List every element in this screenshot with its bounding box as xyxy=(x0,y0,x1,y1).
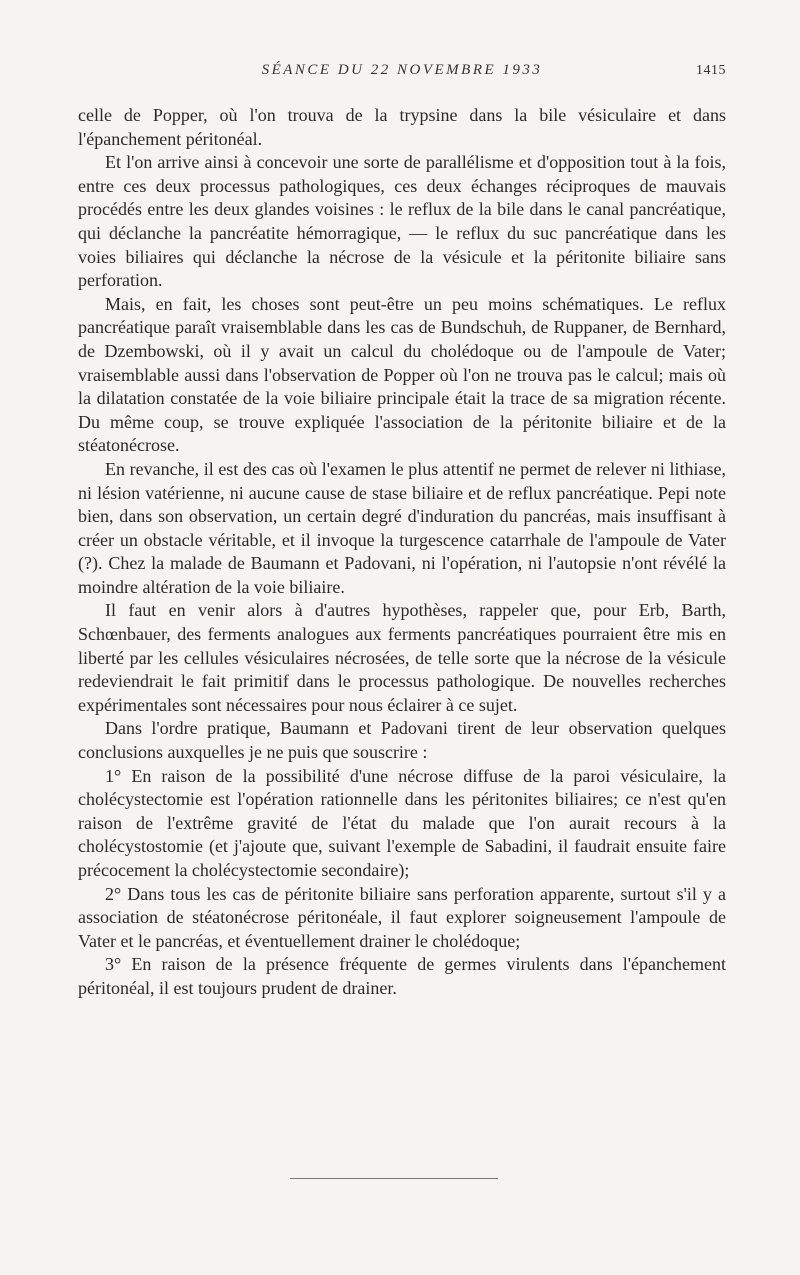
conclusion-item-1: 1° En raison de la possibilité d'une nécrose diffuse de la paroi vésiculaire, la cholécystectomie est l'opération rationnelle dans les péritonites biliaires; ce n'est qu'en raison de l'extrême gravité de l'état du malade que l'on aurait recours à la cholécystostomie (et j'ajoute que, suivant l'exemple de Sabadini, il faudrait ensuite faire précocement la cholécystectomie secondaire); xyxy=(78,765,726,880)
page-header xyxy=(78,62,726,86)
body-text xyxy=(78,104,726,1001)
conclusion-item-2: 2° Dans tous les cas de péritonite biliaire sans perforation apparente, surtout s'il y a association de stéatonécrose péritonéale, il faut explorer soigneusement l'ampoule de Vater et le pancréas, et éventuellement drainer le cholédoque; xyxy=(78,883,726,951)
paragraph: Dans l'ordre pratique, Baumann et Padovani tirent de leur observation quelques conclusions auxquelles je ne puis que souscrire : xyxy=(78,718,726,763)
section-divider xyxy=(290,1178,498,1179)
paragraph: Mais, en fait, les choses sont peut-être un peu moins schématiques. Le reflux pancréatique paraît vraisemblable dans les cas de Bundschuh, de Ruppaner, de Bernhard, de Dzembowski, où il y avait un calcul du cholédoque ou de l'ampoule de Vater; vraisemblable aussi dans l'observation de Popper où l'on ne trouva pas le calcul; mais où la dilatation constatée de la voie biliaire principale était la trace de sa migration récente. Du même coup, se trouve expliquée l'association de la péritonite biliaire et de la stéatonécrose. xyxy=(78,293,726,456)
paragraph-continued: celle de Popper, où l'on trouva de la trypsine dans la bile vésiculaire et dans l'épanchement péritonéal. xyxy=(78,105,726,149)
paragraph: En revanche, il est des cas où l'examen le plus attentif ne permet de relever ni lithiase, ni lésion vatérienne, ni aucune cause de stase biliaire et de reflux pancréatique. Pepi note bien, dans son observation, un certain degré d'induration du pancréas, mais insuffisant à créer un obstacle véritable, et il invoque la turgescence catarrhale de l'ampoule de Vater (?). Chez la malade de Baumann et Padovani, ni l'opération, ni l'autopsie n'ont révélé la moindre altération de la voie biliaire. xyxy=(78,458,726,597)
running-head: SÉANCE DU 22 NOVEMBRE 1933 xyxy=(261,62,543,78)
page-number: 1415 xyxy=(696,63,726,78)
conclusion-item-3: 3° En raison de la présence fréquente de germes virulents dans l'épanchement péritonéal, il est toujours prudent de drainer. xyxy=(78,954,726,998)
paragraph: Et l'on arrive ainsi à concevoir une sorte de parallélisme et d'opposition tout à la fois, entre ces deux processus pathologiques, ces deux échanges réciproques de mauvais procédés entre les deux glandes voisines : le reflux de la bile dans le canal pancréatique, qui déclanche la pancréatite hémorragique, — le reflux du suc pancréatique dans les voies biliaires qui déclanche la nécrose de la vésicule et la péritonite biliaire sans perforation. xyxy=(78,152,726,291)
paragraph: Il faut en venir alors à d'autres hypothèses, rappeler que, pour Erb, Barth, Schœnbauer, des ferments analogues aux ferments pancréatiques pourraient être mis en liberté par les cellules vésiculaires nécrosées, de telle sorte que la nécrose de la vésicule redeviendrait le fait primitif dans le processus pathologique. De nouvelles recherches expérimentales sont nécessaires pour nous éclairer à ce sujet. xyxy=(78,600,726,715)
